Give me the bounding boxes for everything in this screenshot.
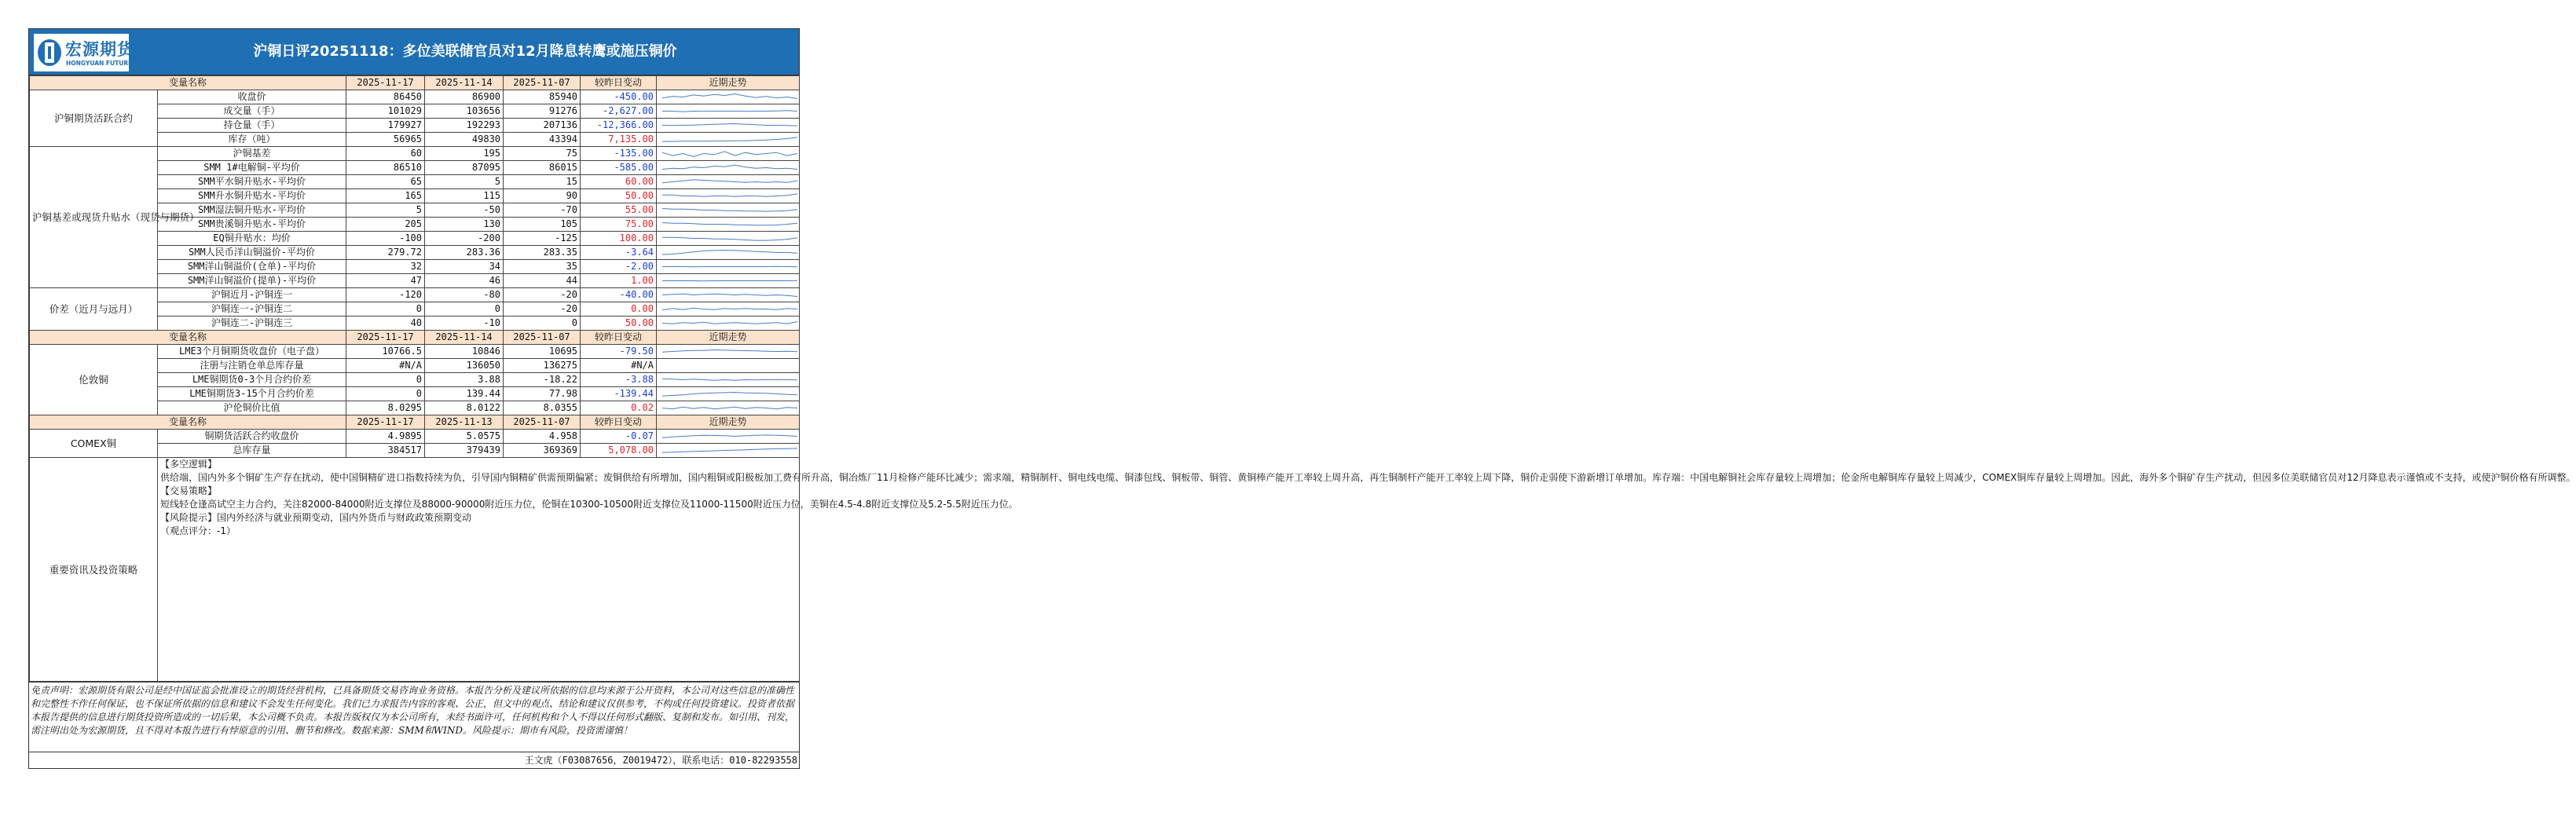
trend-sparkline (657, 218, 800, 232)
sparkline-series (662, 165, 797, 169)
value-date-3: 10695 (504, 345, 581, 359)
sparkline-chart (659, 147, 801, 160)
strategy-paragraph: 【风险提示】国内外经济与就业预期变动，国内外货币与财政政策预期变动 (160, 512, 472, 523)
row-category: 伦敦铜 (30, 345, 158, 415)
value-date-2: 8.0122 (425, 401, 504, 415)
strategy-paragraph: 【交易策略】 (160, 485, 218, 496)
sparkline-chart (659, 288, 801, 302)
sparkline-chart (659, 119, 801, 132)
sparkline-series (662, 435, 797, 438)
logo-english-name: HONGYUAN FUTURES (66, 60, 137, 67)
strategy-paragraph: 短线轻仓逢高试空主力合约，关注82000-84000附近支撑位及88000-90000附近压力位，伦铜在10300-10500附近支撑位及11000-11500附近压力位，美铜在4.5-4.8附近支撑位及5.2-5.5附近压力位。 (160, 499, 1018, 510)
variable-name: LME3个月铜期货收盘价（电子盘） (158, 345, 346, 359)
value-date-3: 283.35 (504, 246, 581, 260)
sparkline-series (662, 209, 797, 212)
daily-change: 100.00 (581, 232, 657, 246)
sparkline-series (662, 111, 797, 112)
variable-name: 收盘价 (158, 90, 346, 104)
value-date-2: 379439 (425, 444, 504, 458)
variable-name: 持仓量（手） (158, 119, 346, 133)
company-logo (33, 33, 137, 72)
trend-sparkline (657, 203, 800, 218)
row-category: 沪铜基差或现货升贴水（现货与期货） (30, 147, 158, 288)
daily-change: 75.00 (581, 218, 657, 232)
trend-sparkline (657, 246, 800, 260)
value-date-3: 207136 (504, 119, 581, 133)
value-date-1: 86510 (346, 161, 425, 175)
sparkline-chart (659, 317, 801, 330)
sparkline-chart (659, 430, 801, 443)
value-date-2: 130 (425, 218, 504, 232)
strategy-row (30, 458, 800, 682)
strategy-text (158, 458, 2576, 682)
daily-change: 55.00 (581, 203, 657, 218)
variable-name: SMM洋山铜溢价(仓单)-平均价 (158, 260, 346, 274)
header-date: 2025-11-14 (425, 331, 504, 345)
variable-name: 沪铜连二-沪铜连三 (158, 317, 346, 331)
row-category: 价差（近月与远月） (30, 288, 158, 331)
variable-name: SMM升水铜升贴水-平均价 (158, 189, 346, 203)
trend-sparkline (657, 444, 800, 458)
value-date-1: -100 (346, 232, 425, 246)
daily-change: -135.00 (581, 147, 657, 161)
daily-change: 5,078.00 (581, 444, 657, 458)
sparkline-chart (659, 302, 801, 316)
value-date-1: 40 (346, 317, 425, 331)
sparkline-series (662, 308, 797, 310)
daily-change: 60.00 (581, 175, 657, 189)
daily-change: -12,366.00 (581, 119, 657, 133)
value-date-2: 86900 (425, 90, 504, 104)
logo-mark-icon (38, 39, 61, 66)
table-header-row (30, 76, 800, 90)
value-date-2: 46 (425, 274, 504, 288)
trend-sparkline (657, 401, 800, 415)
report-frame (28, 28, 2576, 769)
variable-name: 总库存量 (158, 444, 346, 458)
value-date-1: 56965 (346, 133, 425, 147)
value-date-1: 279.72 (346, 246, 425, 260)
header-change: 较昨日变动 (581, 76, 657, 90)
value-date-1: 0 (346, 373, 425, 387)
value-date-3: 85940 (504, 90, 581, 104)
sparkline-series (662, 350, 797, 353)
trend-sparkline (657, 232, 800, 246)
strategy-category: 重要资讯及投资策略 (30, 458, 158, 682)
value-date-3: 0 (504, 317, 581, 331)
value-date-3: 86015 (504, 161, 581, 175)
daily-change: -40.00 (581, 288, 657, 302)
value-date-1: 5 (346, 203, 425, 218)
value-date-3: -20 (504, 302, 581, 317)
value-date-1: 179927 (346, 119, 425, 133)
logo-chinese-name: 宏源期货 (65, 40, 134, 59)
header-trend: 近期走势 (657, 76, 800, 90)
variable-name: 沪铜基差 (158, 147, 346, 161)
sparkline-chart (659, 189, 801, 203)
header-trend: 近期走势 (657, 415, 800, 430)
sparkline-chart (659, 401, 801, 415)
sparkline-chart (659, 274, 801, 287)
sparkline-chart (659, 203, 801, 217)
value-date-2: 115 (425, 189, 504, 203)
value-date-1: -120 (346, 288, 425, 302)
value-date-2: 283.36 (425, 246, 504, 260)
table-row (30, 147, 800, 161)
data-table (29, 75, 2576, 682)
header-date: 2025-11-07 (504, 331, 581, 345)
variable-name: LME铜期货0-3个月合约价差 (158, 373, 346, 387)
table-header-row (30, 331, 800, 345)
daily-change: 0.02 (581, 401, 657, 415)
trend-sparkline (657, 104, 800, 119)
sparkline-chart (659, 161, 801, 174)
trend-sparkline (657, 119, 800, 133)
value-date-2: -10 (425, 317, 504, 331)
daily-change: -3.88 (581, 373, 657, 387)
trend-sparkline (657, 274, 800, 288)
sparkline-series (662, 152, 797, 157)
header-trend: 近期走势 (657, 331, 800, 345)
value-date-3: 136275 (504, 359, 581, 373)
sparkline-series (662, 407, 797, 409)
header-change: 较昨日变动 (581, 331, 657, 345)
daily-change: -585.00 (581, 161, 657, 175)
header-date: 2025-11-14 (425, 76, 504, 90)
sparkline-chart (659, 175, 801, 188)
sparkline-chart (659, 218, 801, 231)
trend-sparkline (657, 288, 800, 302)
sparkline-chart (659, 444, 801, 457)
variable-name: 注册与注销仓单总库存量 (158, 359, 346, 373)
strategy-paragraph: 【多空逻辑】 (160, 459, 218, 470)
value-date-2: 139.44 (425, 387, 504, 401)
value-date-1: 10766.5 (346, 345, 425, 359)
daily-change: -79.50 (581, 345, 657, 359)
header-date: 2025-11-07 (504, 415, 581, 430)
header-date: 2025-11-17 (346, 331, 425, 345)
value-date-2: 0 (425, 302, 504, 317)
value-date-1: 65 (346, 175, 425, 189)
sparkline-series (662, 251, 797, 255)
trend-sparkline (657, 161, 800, 175)
value-date-3: 369369 (504, 444, 581, 458)
sparkline-chart (659, 90, 801, 104)
sparkline-series (662, 94, 797, 99)
header-var-name: 变量名称 (30, 415, 346, 430)
trend-sparkline (657, 317, 800, 331)
value-date-1: 384517 (346, 444, 425, 458)
daily-change: 7,135.00 (581, 133, 657, 147)
value-date-2: -50 (425, 203, 504, 218)
trend-sparkline (657, 133, 800, 147)
variable-name: SMM 1#电解铜-平均价 (158, 161, 346, 175)
value-date-2: 3.88 (425, 373, 504, 387)
value-date-2: 5 (425, 175, 504, 189)
value-date-2: 5.0575 (425, 430, 504, 444)
value-date-2: 34 (425, 260, 504, 274)
daily-change: -450.00 (581, 90, 657, 104)
daily-change: #N/A (581, 359, 657, 373)
sparkline-chart (659, 260, 801, 273)
sparkline-series (662, 448, 797, 452)
value-date-3: 44 (504, 274, 581, 288)
trend-sparkline (657, 90, 800, 104)
value-date-1: 4.9895 (346, 430, 425, 444)
variable-name: SMM人民币洋山铜溢价-平均价 (158, 246, 346, 260)
daily-change: -3.64 (581, 246, 657, 260)
sparkline-series (662, 137, 797, 141)
sparkline-series (662, 223, 797, 225)
value-date-2: 136050 (425, 359, 504, 373)
header-date: 2025-11-07 (504, 76, 581, 90)
table-header-row (30, 415, 800, 430)
trend-sparkline (657, 373, 800, 387)
trend-sparkline (657, 260, 800, 274)
variable-name: 沪铜近月-沪铜连一 (158, 288, 346, 302)
sparkline-chart (659, 345, 801, 358)
sparkline-series (662, 237, 797, 240)
value-date-3: 8.0355 (504, 401, 581, 415)
value-date-3: 105 (504, 218, 581, 232)
table-row (30, 345, 800, 359)
trend-sparkline (657, 147, 800, 161)
value-date-3: 43394 (504, 133, 581, 147)
trend-sparkline (657, 302, 800, 317)
row-category: COMEX铜 (30, 430, 158, 458)
trend-sparkline (657, 345, 800, 359)
value-date-3: 77.98 (504, 387, 581, 401)
value-date-3: 4.958 (504, 430, 581, 444)
daily-change: -0.07 (581, 430, 657, 444)
value-date-1: 205 (346, 218, 425, 232)
sparkline-chart (659, 359, 801, 372)
variable-name: SMM湿法铜升贴水-平均价 (158, 203, 346, 218)
value-date-1: 32 (346, 260, 425, 274)
trend-sparkline (657, 430, 800, 444)
value-date-1: 60 (346, 147, 425, 161)
value-date-3: 35 (504, 260, 581, 274)
trend-sparkline (657, 175, 800, 189)
strategy-paragraph: 供给端，国内外多个铜矿生产存在扰动，使中国铜精矿进口指数持续为负，引导国内铜精矿供需预期偏紧；废铜供给有所增加，国内粗铜或阳极板加工费有所升高，铜冶炼厂11月检修产能环比减少；需求端，精铜制杆、铜电线电缆、铜漆包线、铜板带、铜管、黄铜棒产能开工率较上周升高，再生铜制杆产能开工率较上周下降，铜价走弱使下游新增订单增加。库存端：中国电解铜社会库存量较上周增加；伦金所电解铜库存量较上周减少，COMEX铜库存量较上周增加。因此，海外多个铜矿存生产扰动，但因多位美联储官员对12月降息表示谨慎或不支持，或使沪铜价格有所调整。 (160, 472, 2576, 483)
value-date-2: 192293 (425, 119, 504, 133)
report-header (29, 29, 799, 75)
sparkline-series (662, 180, 797, 183)
value-date-3: 90 (504, 189, 581, 203)
value-date-3: -125 (504, 232, 581, 246)
variable-name: 成交量（手） (158, 104, 346, 119)
variable-name: 沪伦铜价比值 (158, 401, 346, 415)
variable-name: 铜期货活跃合约收盘价 (158, 430, 346, 444)
header-date: 2025-11-13 (425, 415, 504, 430)
variable-name: SMM平水铜升贴水-平均价 (158, 175, 346, 189)
table-row (30, 288, 800, 302)
variable-name: 沪铜连一-沪铜连二 (158, 302, 346, 317)
variable-name: SMM洋山铜溢价(提单)-平均价 (158, 274, 346, 288)
disclaimer: 免责声明：宏源期货有限公司是经中国证监会批准设立的期货经营机构，已具备期货交易咨询业务资格。本报告分析及建议所依据的信息均来源于公开资料，本公司对这些信息的准确性和完整性不作任何保证，也不保证所依据的信息和建议不会发生任何变化。我们已力求报告内容的客观、公正，但文中的观点、结论和建议仅供参考，不构成任何投资建议。投资者依据本报告提供的信息进行期货投资所造成的一切后果，本公司概不负责。本报告版权仅为本公司所有，未经书面许可，任何机构和个人不得以任何形式翻版、复制和发布。如引用、刊发，需注明出处为宏源期货，且不得对本报告进行有悖原意的引用、删节和修改。数据来源：SMM和WIND。风险提示：期市有风险，投资需谨慎！ (29, 682, 799, 752)
value-date-3: 75 (504, 147, 581, 161)
daily-change: -2,627.00 (581, 104, 657, 119)
value-date-1: 0 (346, 387, 425, 401)
value-date-1: 8.0295 (346, 401, 425, 415)
header-var-name: 变量名称 (30, 76, 346, 90)
sparkline-series (662, 124, 797, 126)
variable-name: SMM贵溪铜升贴水-平均价 (158, 218, 346, 232)
header-change: 较昨日变动 (581, 415, 657, 430)
value-date-3: 15 (504, 175, 581, 189)
trend-sparkline (657, 189, 800, 203)
variable-name: 库存（吨） (158, 133, 346, 147)
value-date-1: 101029 (346, 104, 425, 119)
table-row (30, 90, 800, 104)
header-date: 2025-11-17 (346, 415, 425, 430)
value-date-2: 87095 (425, 161, 504, 175)
sparkline-chart (659, 387, 801, 401)
value-date-3: -18.22 (504, 373, 581, 387)
row-category: 沪铜期货活跃合约 (30, 90, 158, 147)
value-date-1: 165 (346, 189, 425, 203)
header-date: 2025-11-17 (346, 76, 425, 90)
table-row (30, 430, 800, 444)
daily-change: 1.00 (581, 274, 657, 288)
daily-change: 50.00 (581, 317, 657, 331)
sparkline-series (662, 294, 797, 296)
sparkline-series (662, 280, 797, 281)
value-date-3: -20 (504, 288, 581, 302)
daily-change: -2.00 (581, 260, 657, 274)
report-title: 沪铜日评20251118：多位美联储官员对12月降息转鹰或施压铜价 (253, 43, 677, 60)
value-date-1: 86450 (346, 90, 425, 104)
sparkline-chart (659, 104, 801, 118)
sparkline-series (662, 194, 797, 196)
value-date-1: 0 (346, 302, 425, 317)
sparkline-series (662, 379, 797, 380)
variable-name: LME铜期货3-15个月合约价差 (158, 387, 346, 401)
strategy-paragraph: （观点评分：-1） (160, 525, 236, 536)
value-date-2: -200 (425, 232, 504, 246)
sparkline-chart (659, 373, 801, 386)
value-date-2: -80 (425, 288, 504, 302)
sparkline-series (662, 266, 797, 267)
daily-change: 50.00 (581, 189, 657, 203)
value-date-2: 49830 (425, 133, 504, 147)
sparkline-chart (659, 133, 801, 146)
value-date-3: -70 (504, 203, 581, 218)
contact-info: 王文虎（F03087656，Z0019472），联系电话：010-82293558 (29, 752, 799, 768)
sparkline-chart (659, 232, 801, 245)
sparkline-series (662, 393, 797, 397)
sparkline-chart (659, 246, 801, 259)
header-var-name: 变量名称 (30, 331, 346, 345)
value-date-1: #N/A (346, 359, 425, 373)
daily-change: 0.00 (581, 302, 657, 317)
value-date-2: 103656 (425, 104, 504, 119)
trend-sparkline (657, 359, 800, 373)
daily-change: -139.44 (581, 387, 657, 401)
variable-name: EQ铜升贴水：均价 (158, 232, 346, 246)
sparkline-series (662, 322, 797, 324)
value-date-2: 10846 (425, 345, 504, 359)
value-date-2: 195 (425, 147, 504, 161)
value-date-3: 91276 (504, 104, 581, 119)
value-date-1: 47 (346, 274, 425, 288)
trend-sparkline (657, 387, 800, 401)
